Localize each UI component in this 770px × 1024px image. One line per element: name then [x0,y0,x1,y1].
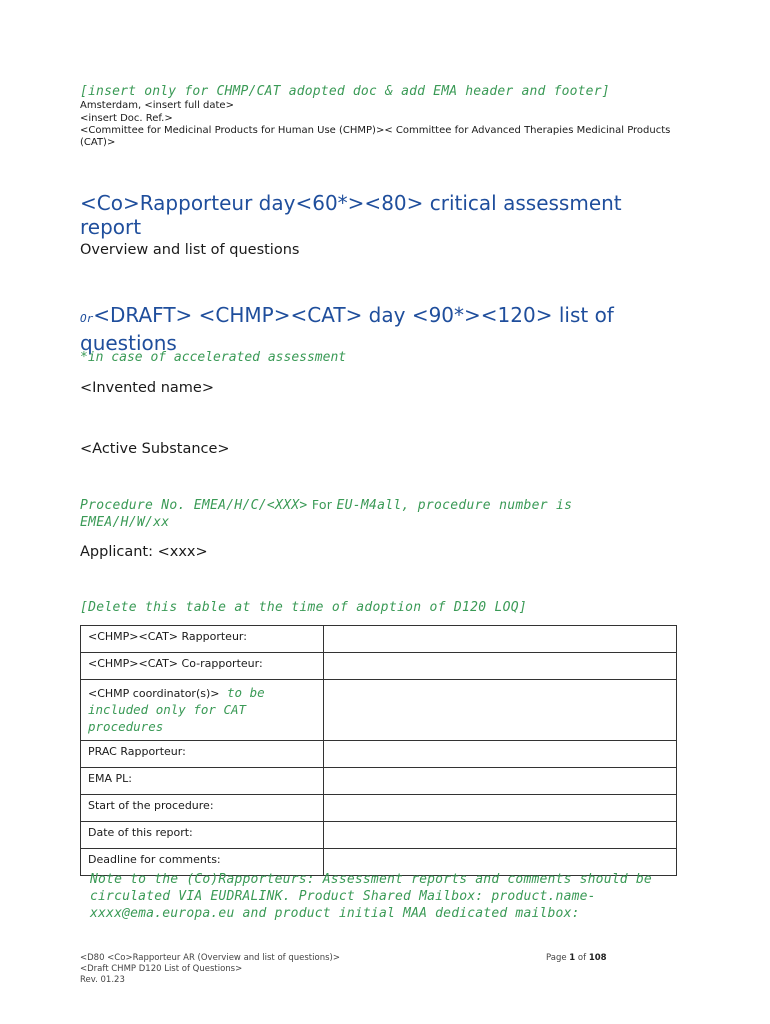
page-total: 108 [588,953,607,963]
table-label: EMA PL: [81,768,324,795]
table-value[interactable] [324,768,677,795]
coordinator-label: <CHMP coordinator(s)> [88,687,220,700]
table-value[interactable] [324,795,677,822]
table-value[interactable] [324,741,677,768]
table-label: Date of this report: [81,822,324,849]
table-row [81,822,677,849]
procedure-info-table [80,625,677,876]
table-row [81,768,677,795]
amsterdam-date: Amsterdam, <insert full date> [80,100,234,111]
table-row [81,680,677,741]
report-title: <Co>Rapporteur day<60*><80> critical assessment report [80,191,622,239]
active-substance: <Active Substance> [80,441,230,457]
accelerated-note: *in case of accelerated assessment [80,350,347,365]
table-value[interactable] [324,653,677,680]
table-value[interactable] [324,680,677,741]
applicant: Applicant: <xxx> [80,544,208,560]
table-row [81,626,677,653]
list-of-questions-title [80,303,680,355]
loq-title-text: <DRAFT> <CHMP><CAT> day <90*><120> list of questions [80,303,614,355]
procedure-eu-m4all: EU-M4all, procedure number is EMEA/H/W/xx [80,498,573,530]
procedure-number [80,496,660,531]
procedure-no: Procedure No. EMEA/H/C/<XXX> [80,498,308,513]
table-label: Deadline for comments: [81,849,324,876]
footer-line-1: <D80 <Co>Rapporteur AR (Overview and list of questions)> [80,953,340,963]
or-label: Or [80,312,94,325]
invented-name: <Invented name> [80,380,214,396]
rapporteur-note: Note to the (Co)Rapporteurs: Assessment reports and comments should be circulated VIA EUDRALINK. Product Shared Mailbox: product.name-xxxx@ema.europa.eu and product initial MAA dedicated mailbox: [90,872,652,921]
doc-ref: <insert Doc. Ref.> [80,113,173,124]
coordinator-note: to be included only for CAT procedures [88,685,265,734]
committee-line: <Committee for Medicinal Products for Human Use (CHMP)>< Committee for Advanced Therapies Medicinal Products (CAT)> [80,125,671,148]
table-label: <CHMP><CAT> Rapporteur: [81,626,324,653]
insert-note: [insert only for CHMP/CAT adopted doc & add EMA header and footer] [80,84,610,99]
table-value[interactable] [324,822,677,849]
table-label-coordinator [81,680,324,741]
table-row [81,795,677,822]
page-of: of [577,953,587,963]
delete-table-note: [Delete this table at the time of adoption of D120 LOQ] [80,600,527,615]
page-label: Page [546,953,567,963]
footer-revision: Rev. 01.23 [80,975,125,985]
procedure-for: For [307,497,337,512]
footer-line-2: <Draft CHMP D120 List of Questions> [80,964,243,974]
table-label: PRAC Rapporteur: [81,741,324,768]
page-current: 1 [569,953,576,963]
table-label: Start of the procedure: [81,795,324,822]
table-row [81,741,677,768]
table-row [81,653,677,680]
report-subtitle: Overview and list of questions [80,242,300,258]
table-value[interactable] [324,626,677,653]
table-label: <CHMP><CAT> Co-rapporteur: [81,653,324,680]
page-number [546,953,607,963]
